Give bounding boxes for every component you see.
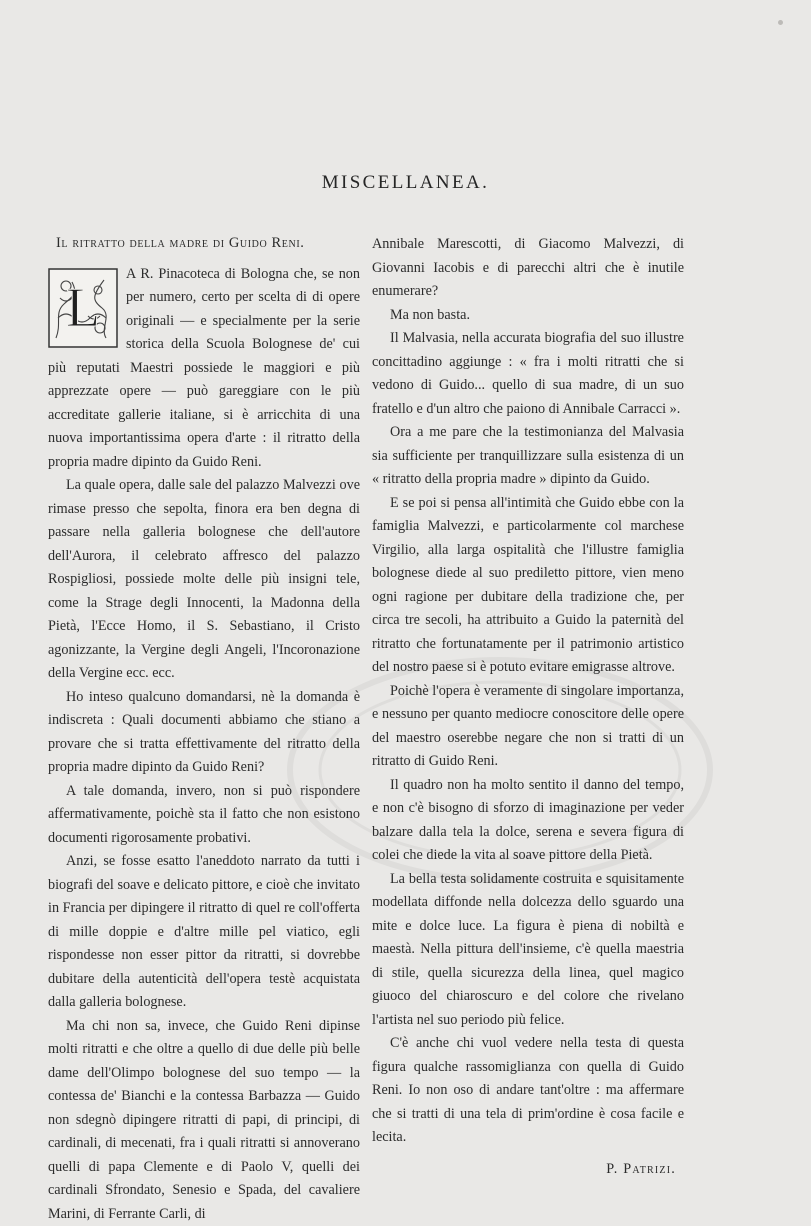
article-heading: Il ritratto della madre di Guido Reni.: [48, 232, 360, 256]
page-speck: [778, 20, 783, 25]
left-paragraph: Anzi, se fosse esatto l'aneddoto narrato da tutti i biografi del soave e delicato pittore, e cioè che invitato in Francia per dipingere il ritratto di quel re coll'offerta di mille doppie e d'altre mille pel viatico, egli rispondesse non esser pittor da ritratti, si dovrebbe dubitare della autenticità dell'opera testè acquistata dalla galleria bolognese.: [48, 850, 360, 1015]
svg-text:L: L: [66, 277, 100, 339]
ornamental-initial-L: [48, 268, 118, 348]
left-column: [48, 232, 360, 1226]
left-paragraph: A R. Pinacoteca di Bologna che, se non per numero, certo per scelta di di opere originali — e specialmente per la serie storica della Scuola Bolognese de' cui più reputati Maestri possiede le maggiori e più apprezzate opere — può gareggiare con le più accreditate gallerie italiane, si è arricchita di una nuova importantissima opera d'arte : il ritratto della propria madre dipinto da Guido Reni.: [48, 263, 360, 475]
ornamental-initial-icon: [48, 268, 118, 348]
right-paragraph: Poichè l'opera è veramente di singolare importanza, e nessuno per quanto mediocre conoscitore delle opere del maestro oserebbe negare che non si tratti di un ritratto di Guido Reni.: [372, 680, 684, 774]
author-signature: P. Patrizi.: [372, 1158, 684, 1182]
right-paragraph: Il Malvasia, nella accurata biografia del suo illustre concittadino aggiunge : « fra i molti ritratti che si vedono di Guido... quello di sua madre, di un suo fratello e d'un altro che paiono di Annibale Carracci ».: [372, 327, 684, 421]
left-paragraph: Ma chi non sa, invece, che Guido Reni dipinse molti ritratti e che oltre a quello di due delle più belle dame dell'Olimpo bolognese del suo tempo — la contessa de' Bianchi e la contessa Barbazza — Guido non sdegnò dipingere ritratti di papi, di principi, di cardinali, di mecenati, fra i quali ritratti si annoverano quelli di papa Clemente e di Paolo V, quelli dei cardinali Sfrondato, Senesio e Spada, del cavaliere Marini, di Ferrante Carli, di: [48, 1015, 360, 1226]
right-paragraph: Il quadro non ha molto sentito il danno del tempo, e non c'è bisogno di sforzo di imaginazione per veder balzare dalla tela la dolce, serena e severa figura di colei che diede la vita al soave pittore della Pietà.: [372, 774, 684, 868]
left-paragraph: La quale opera, dalle sale del palazzo Malvezzi ove rimase presso che sepolta, finora era ben degna di passare nella galleria bolognese che dell'autore dell'Aurora, il celebrato affresco del palazzo Rospigliosi, possiede molte delle più insigni tele, come la Strage degli Innocenti, la Madonna della Pietà, l'Ecce Homo, il S. Sebastiano, il Cristo agonizzante, la Vergine degli Angeli, l'Incoronazione della Vergine ecc. ecc.: [48, 474, 360, 686]
left-paragraph: Ho inteso qualcuno domandarsi, nè la domanda è indiscreta : Quali documenti abbiamo che stiano a provare che si tratta effettivamente del ritratto della propria madre dipinto da Guido Reni?: [48, 686, 360, 780]
right-paragraph: Ora a me pare che la testimonianza del Malvasia sia sufficiente per tranquillizzare sulla esistenza di un « ritratto della propria madre » dipinto da Guido.: [372, 421, 684, 492]
right-paragraph: E se poi si pensa all'intimità che Guido ebbe con la famiglia Malvezzi, e particolarmente col marchese Virgilio, alla larga ospitalità che l'illustre famiglia bolognese diede al suo prediletto pittore, vien meno ogni ragione per dubitare della tradizione che, per circa tre secoli, ha attribuito a Guido la paternità del ritratto che fortunatamente per il patrimonio artistico del nostro paese si è potuto evitare emigrasse altrove.: [372, 492, 684, 680]
right-paragraph: Ma non basta.: [372, 304, 684, 328]
right-paragraph: La bella testa solidamente costruita e squisitamente modellata diffonde nella dolcezza dello sguardo una mite e dolce luce. La figura è piena di nobiltà e maestà. Nella pittura dell'insieme, c'è quella maestria di stile, quella sicurezza della linea, quel magico giuoco del chiaroscuro e del colore che rivelano l'artista nel suo periodo più felice.: [372, 868, 684, 1033]
left-paragraph: A tale domanda, invero, non si può rispondere affermativamente, poichè sta il fatto che non esistono documenti rigorosamente probativi.: [48, 780, 360, 851]
right-paragraph: Annibale Marescotti, di Giacomo Malvezzi, di Giovanni Iacobis e di parecchi altri che è inutile enumerare?: [372, 233, 684, 304]
right-paragraph: C'è anche chi vuol vedere nella testa di questa figura qualche rassomiglianza con quella di Guido Reni. Io non oso di andare tant'oltre : ma affermare che si tratti di una tela di prim'ordine è cosa facile e lecita.: [372, 1032, 684, 1150]
right-column: [372, 233, 684, 1181]
page-title: MISCELLANEA.: [0, 172, 811, 194]
